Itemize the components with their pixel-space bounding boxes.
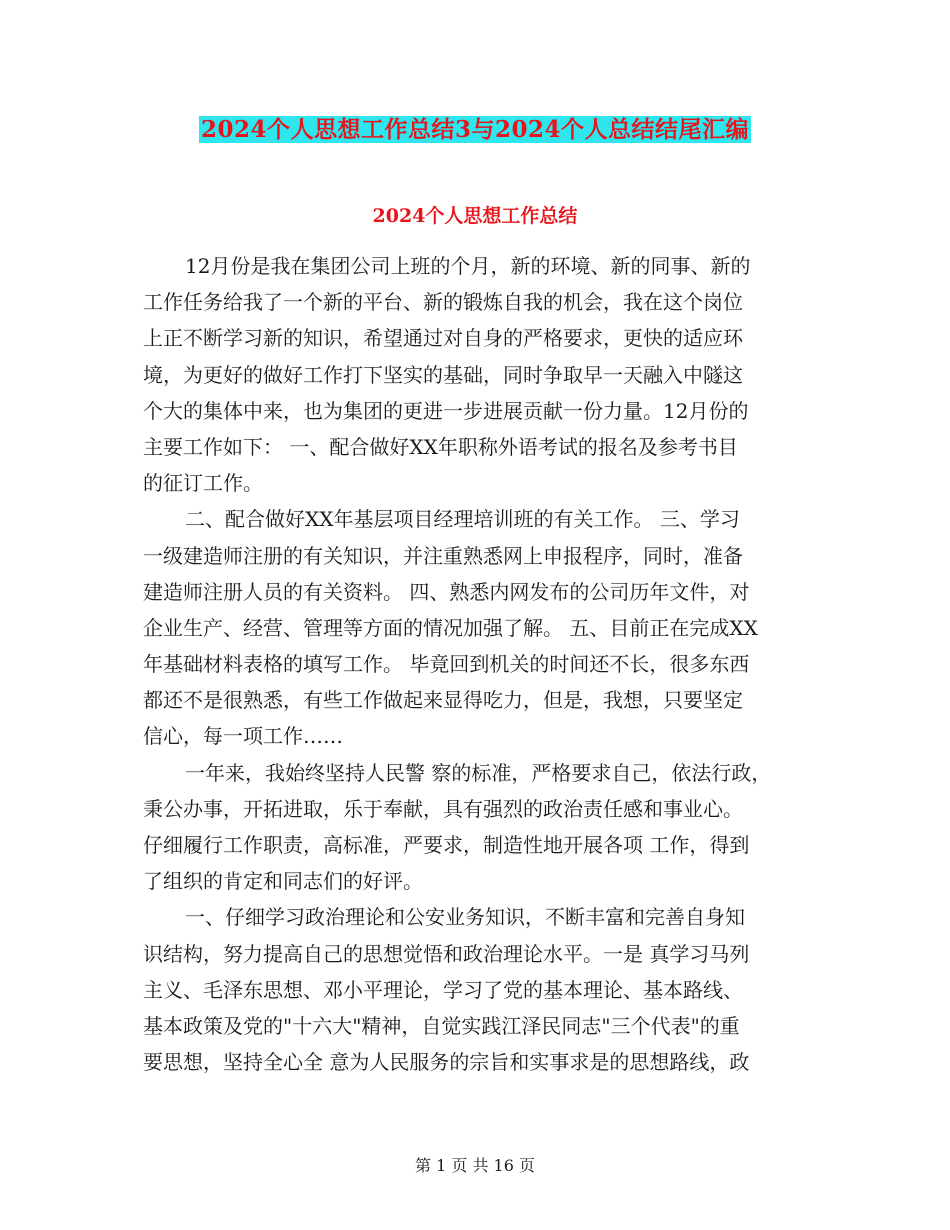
text-line: 个大的集体中来，也为集团的更进一步进展贡献一份力量。12月份的: [143, 398, 749, 423]
text-line: 一、仔细学习政治理论和公安业务知识，不断丰富和完善自身知: [185, 905, 745, 930]
text-line: 企业生产、经营、管理等方面的情况加强了解。 五、目前正在完成XX: [143, 615, 758, 640]
body-text: [143, 248, 823, 1080]
text-line: 主要工作如下： 一、配合做好XX年职称外语考试的报名及参考书目: [143, 434, 738, 459]
text-line: 一级建造师注册的有关知识，并注重熟悉网上申报程序，同时，准备: [143, 543, 743, 568]
text-line: 二、配合做好XX年基层项目经理培训班的有关工作。 三、学习: [185, 507, 740, 532]
text-line: 一年来，我始终坚持人民警 察的标准，严格要求自己，依法行政，: [185, 760, 772, 785]
text-line: 都还不是很熟悉，有些工作做起来显得吃力，但是，我想，只要坚定: [143, 688, 743, 713]
document-title: [0, 112, 950, 148]
text-line: 境，为更好的做好工作打下坚实的基础，同时争取早一天融入中隧这: [143, 362, 743, 387]
text-line: 仔细履行工作职责，高标准，严要求，制造性地开展各项 工作，得到: [143, 833, 750, 857]
text-line: 工作任务给我了一个新的平台、新的锻炼自我的机会，我在这个岗位: [143, 290, 743, 315]
text-line: 12月份是我在集团公司上班的个月，新的环境、新的同事、新的: [185, 254, 751, 278]
section-title: 2024个人思想工作总结: [372, 205, 578, 227]
text-line: 上正不断学习新的知识，希望通过对自身的严格要求，更快的适应环: [143, 326, 743, 351]
text-line: 信心，每一项工作……: [143, 724, 343, 749]
text-line: 的征订工作。: [143, 471, 263, 496]
text-line: 主义、毛泽东思想、邓小平理论，学习了党的基本理论、基本路线、: [143, 977, 743, 1002]
text-line: 了组织的肯定和同志们的好评。: [143, 869, 423, 894]
text-line: 秉公办事，开拓进取，乐于奉献，具有强烈的政治责任感和事业心。: [143, 796, 743, 821]
document-title-text: 2024个人思想工作总结3与2024个人总结结尾汇编: [200, 116, 750, 143]
text-line: 建造师注册人员的有关资料。 四、熟悉内网发布的公司历年文件，对: [143, 579, 750, 604]
text-line: 年基础材料表格的填写工作。 毕竟回到机关的时间还不长，很多东西: [143, 652, 750, 677]
text-line: 识结构，努力提高自己的思想觉悟和政治理论水平。一是 真学习马列: [143, 941, 750, 966]
text-line: 要思想，坚持全心全 意为人民服务的宗旨和实事求是的思想路线，政: [143, 1050, 750, 1075]
text-line: 基本政策及党的"十六大"精神，自觉实践江泽民同志"三个代表"的重: [143, 1013, 740, 1038]
page-footer: 第 1 页 共 16 页: [415, 1156, 535, 1175]
